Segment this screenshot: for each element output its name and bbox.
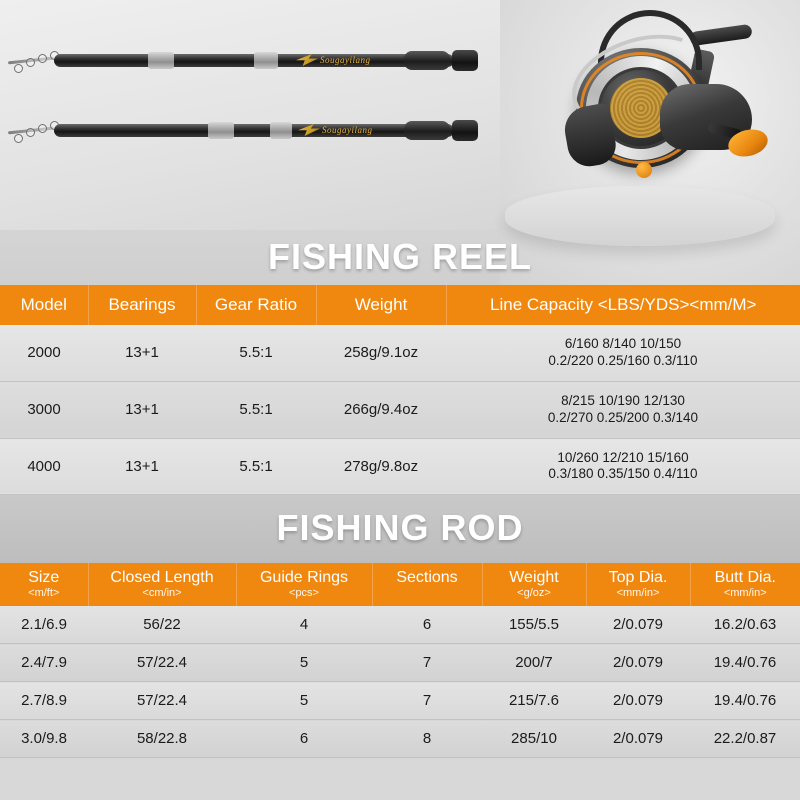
table-row <box>0 325 800 381</box>
rod-guide-ring-icon <box>38 54 47 63</box>
cell-weight: 200/7 <box>482 644 586 682</box>
cell-weight: 285/10 <box>482 720 586 758</box>
column-header-top-dia: Top Dia. <mm/in> <box>586 563 690 606</box>
cell-bearings: 13+1 <box>88 381 196 438</box>
product-hero <box>0 0 800 285</box>
cell-gear-ratio: 5.5:1 <box>196 381 316 438</box>
fishing-rod-section-title: FISHING ROD <box>0 495 800 563</box>
cell-guide-rings: 5 <box>236 682 372 720</box>
cell-top-dia: 2/0.079 <box>586 606 690 644</box>
cell-top-dia: 2/0.079 <box>586 644 690 682</box>
cell-size: 3.0/9.8 <box>0 720 88 758</box>
line-capacity-line-2: 0.2/270 0.25/200 0.3/140 <box>547 409 699 425</box>
cell-line-capacity <box>446 438 800 495</box>
table-row <box>0 381 800 438</box>
rod-band <box>208 122 234 139</box>
cell-line-capacity <box>446 325 800 381</box>
column-header-gear-ratio: Gear Ratio <box>196 285 316 325</box>
table-row <box>0 720 800 758</box>
cell-top-dia: 2/0.079 <box>586 720 690 758</box>
rod-guide-ring-icon <box>38 124 47 133</box>
table-row <box>0 682 800 720</box>
cell-butt-dia: 19.4/0.76 <box>690 682 800 720</box>
line-capacity-line-2: 0.2/220 0.25/160 0.3/110 <box>548 352 698 368</box>
cell-guide-rings: 4 <box>236 606 372 644</box>
rod-guide-ring-icon <box>26 58 35 67</box>
cell-weight: 266g/9.4oz <box>316 381 446 438</box>
hero-left-panel <box>0 0 520 230</box>
table-row <box>0 606 800 644</box>
rod-band <box>254 52 278 69</box>
fishing-rod-spec-table <box>0 563 800 758</box>
cell-gear-ratio: 5.5:1 <box>196 438 316 495</box>
cell-size: 2.7/8.9 <box>0 682 88 720</box>
table-row <box>0 644 800 682</box>
column-header-weight: Weight <g/oz> <box>482 563 586 606</box>
rod-guide-ring-icon <box>26 128 35 137</box>
fishing-rod-image-bottom <box>8 118 493 144</box>
cell-closed-length: 58/22.8 <box>88 720 236 758</box>
cell-weight: 278g/9.8oz <box>316 438 446 495</box>
fishing-reel-image <box>540 10 770 220</box>
cell-bearings: 13+1 <box>88 438 196 495</box>
rod-blank <box>54 124 454 137</box>
cell-guide-rings: 5 <box>236 644 372 682</box>
cell-weight: 155/5.5 <box>482 606 586 644</box>
line-capacity-line-2: 0.3/180 0.35/150 0.4/110 <box>548 466 698 482</box>
rod-butt-cap <box>452 50 478 71</box>
line-capacity-line-1: 6/160 8/140 10/150 <box>564 336 682 351</box>
rod-brand-text: Sougayilang <box>322 125 373 135</box>
column-header-butt-dia: Butt Dia. <mm/in> <box>690 563 800 606</box>
cell-model: 2000 <box>0 325 88 381</box>
rod-butt-cap <box>452 120 478 141</box>
rod-grip <box>404 121 450 140</box>
cell-sections: 7 <box>372 682 482 720</box>
cell-line-capacity <box>446 381 800 438</box>
column-header-line-capacity: Line Capacity <LBS/YDS><mm/M> <box>446 285 800 325</box>
line-capacity-line-1: 8/215 10/190 12/130 <box>561 392 685 408</box>
cell-sections: 6 <box>372 606 482 644</box>
cell-model: 3000 <box>0 381 88 438</box>
cell-guide-rings: 6 <box>236 720 372 758</box>
table-header-row <box>0 285 800 325</box>
table-row <box>0 438 800 495</box>
cell-size: 2.1/6.9 <box>0 606 88 644</box>
reel-accent-dot <box>636 162 652 178</box>
column-header-guide-rings: Guide Rings <pcs> <box>236 563 372 606</box>
fishing-rod-image-top <box>8 48 493 74</box>
cell-top-dia: 2/0.079 <box>586 682 690 720</box>
cell-closed-length: 56/22 <box>88 606 236 644</box>
reel-foot <box>689 24 752 46</box>
rod-band <box>148 52 174 69</box>
table-header-row <box>0 563 800 606</box>
column-header-size: Size <m/ft> <box>0 563 88 606</box>
column-header-sections: Sections <box>372 563 482 606</box>
column-header-weight: Weight <box>316 285 446 325</box>
fishing-reel-spec-table <box>0 285 800 495</box>
rod-brand-text: Sougayilang <box>320 55 371 65</box>
cell-closed-length: 57/22.4 <box>88 644 236 682</box>
cell-closed-length: 57/22.4 <box>88 682 236 720</box>
cell-weight: 258g/9.1oz <box>316 325 446 381</box>
cell-bearings: 13+1 <box>88 325 196 381</box>
cell-butt-dia: 22.2/0.87 <box>690 720 800 758</box>
rod-guide-ring-icon <box>14 134 23 143</box>
rod-guide-ring-icon <box>14 64 23 73</box>
line-capacity-line-1: 10/260 12/210 15/160 <box>557 449 689 465</box>
rod-band <box>270 122 292 139</box>
cell-gear-ratio: 5.5:1 <box>196 325 316 381</box>
cell-sections: 7 <box>372 644 482 682</box>
cell-butt-dia: 16.2/0.63 <box>690 606 800 644</box>
fishing-reel-section-title: FISHING REEL <box>267 236 533 277</box>
column-header-model: Model <box>0 285 88 325</box>
column-header-closed-length: Closed Length <cm/in> <box>88 563 236 606</box>
cell-butt-dia: 19.4/0.76 <box>690 644 800 682</box>
rod-grip <box>404 51 450 70</box>
cell-sections: 8 <box>372 720 482 758</box>
column-header-bearings: Bearings <box>88 285 196 325</box>
cell-size: 2.4/7.9 <box>0 644 88 682</box>
cell-model: 4000 <box>0 438 88 495</box>
cell-weight: 215/7.6 <box>482 682 586 720</box>
